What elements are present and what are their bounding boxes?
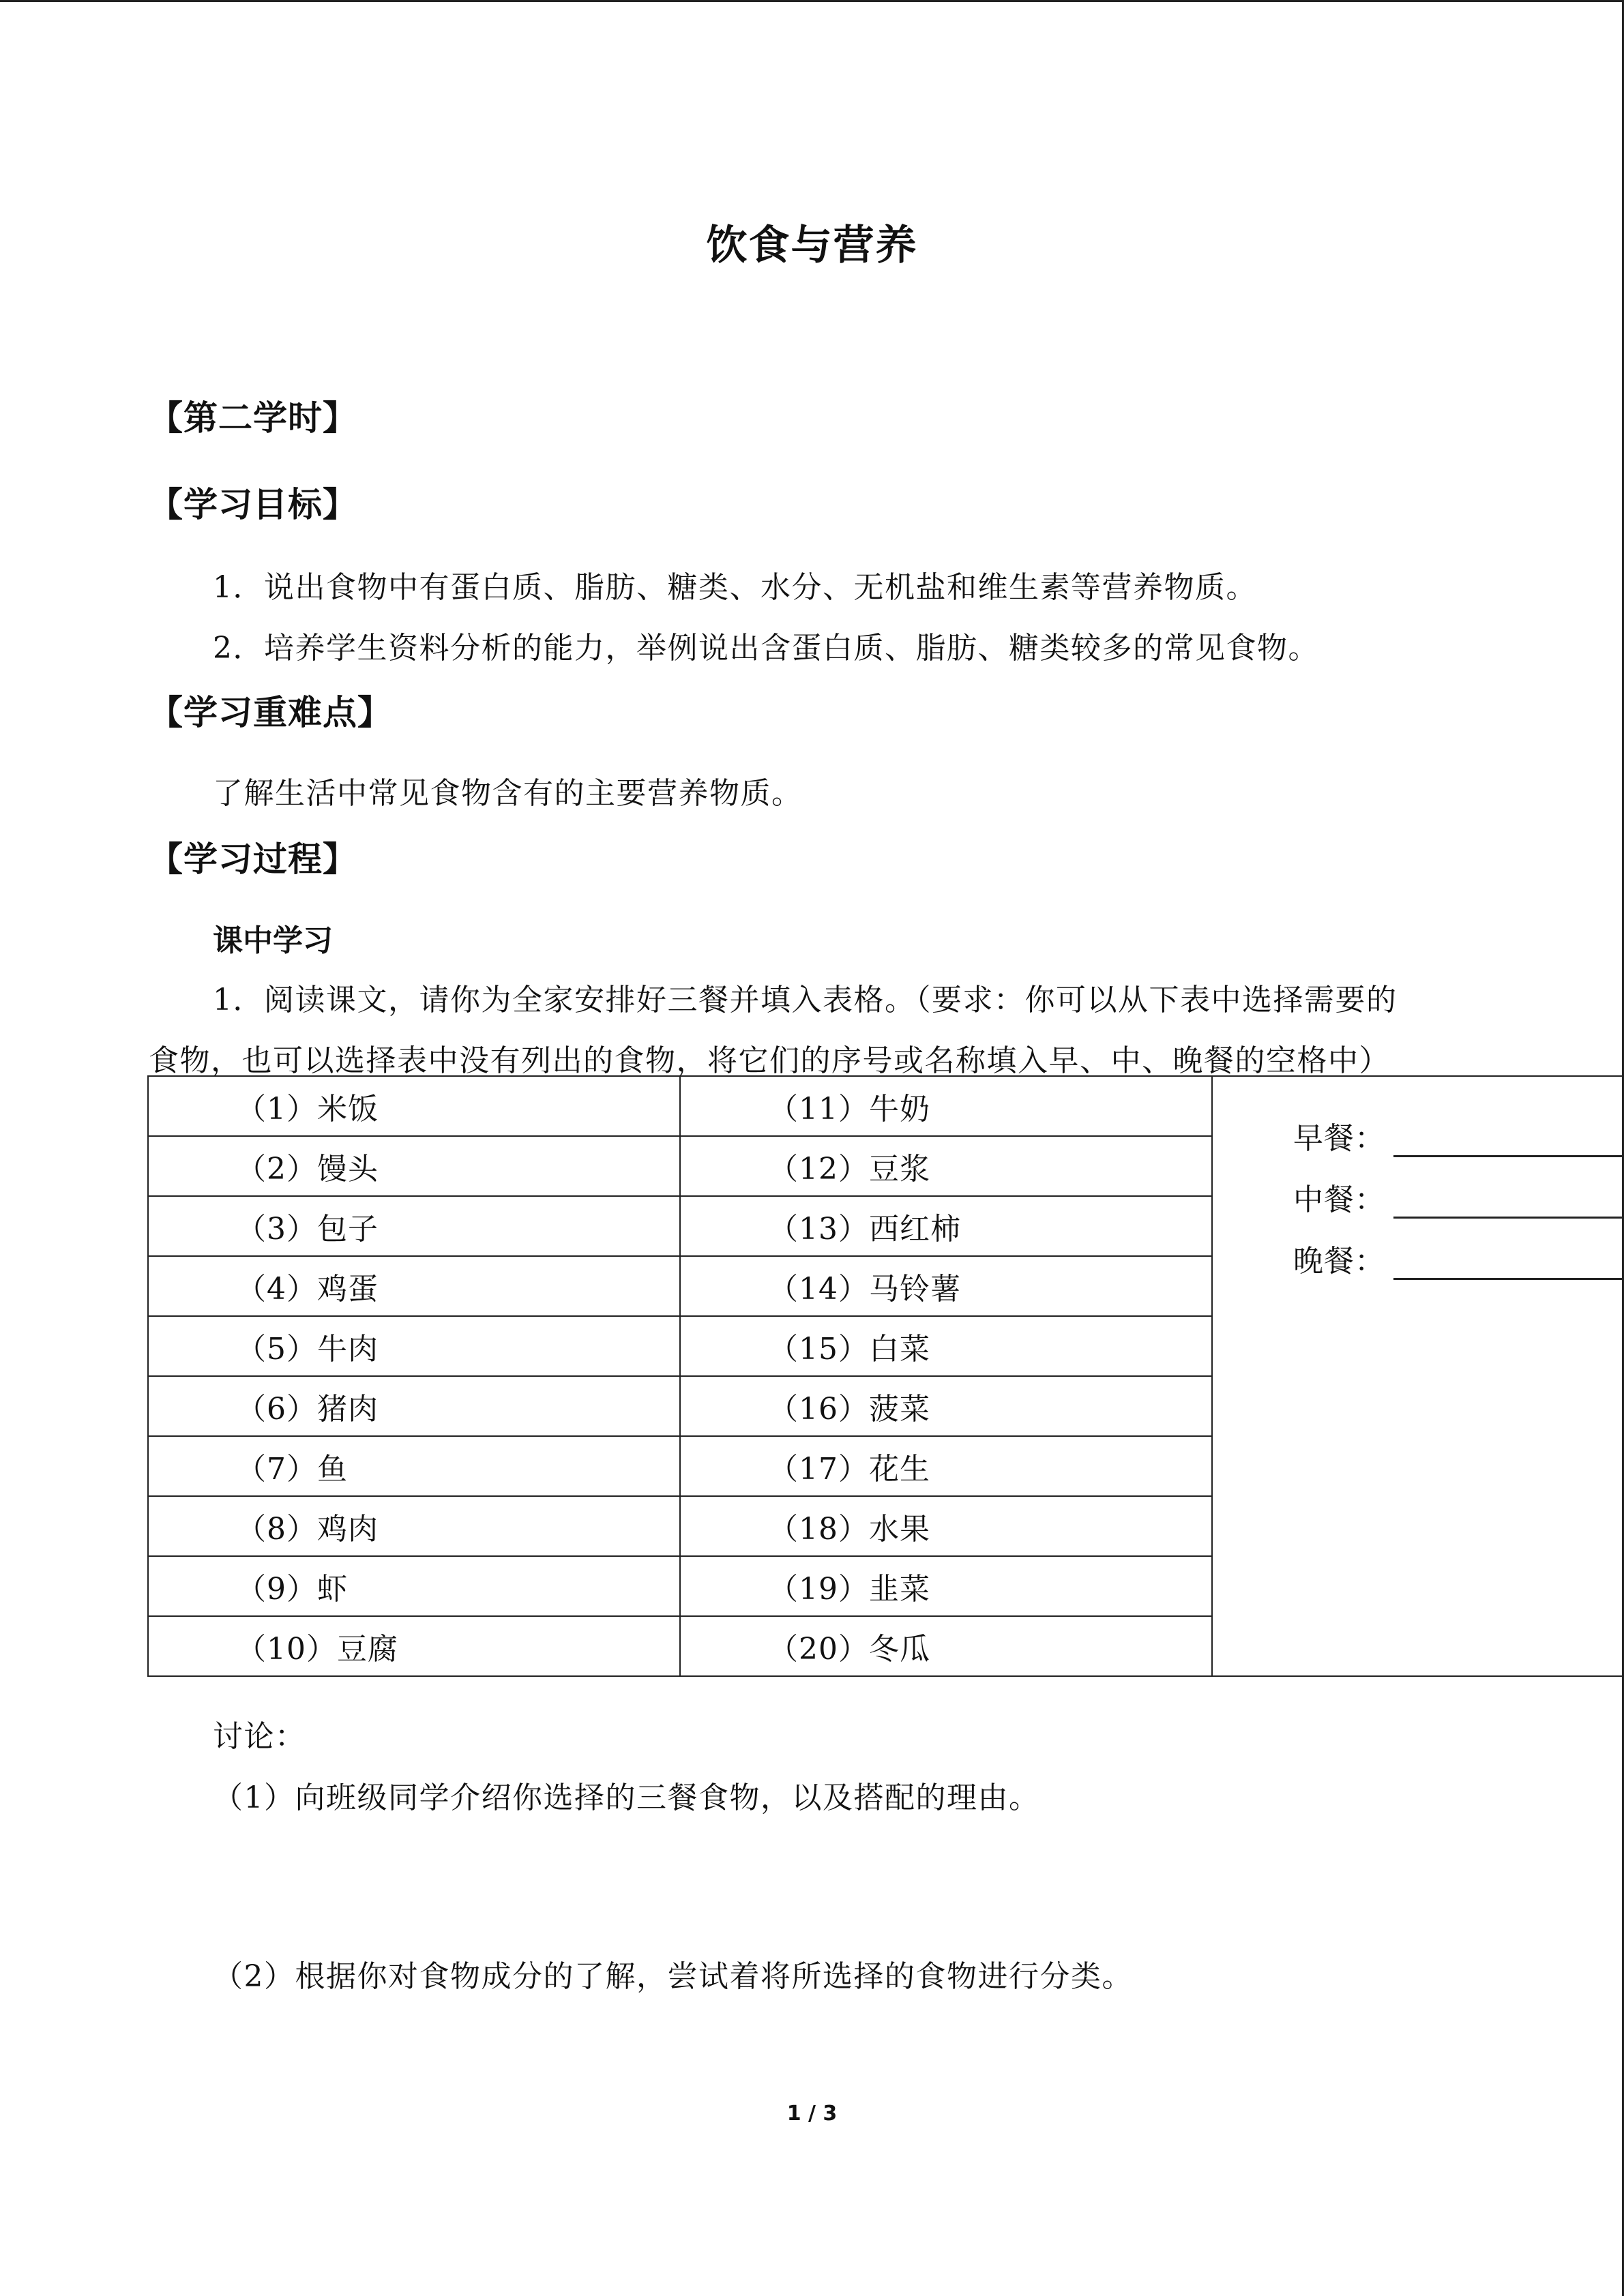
page-top-border [0, 0, 1624, 2]
task1-line2: 食物，也可以选择表中没有列出的食物，将它们的序号或名称填入早、中、晚餐的空格中） [149, 1043, 1390, 1078]
food-cell: （11）牛奶 [680, 1076, 1212, 1136]
breakfast-row [1213, 1096, 1624, 1157]
food-cell: （12）豆浆 [680, 1136, 1212, 1196]
lunch-row [1213, 1157, 1624, 1219]
food-cell: （15）白菜 [680, 1316, 1212, 1376]
food-cell: （10）豆腐 [148, 1616, 680, 1676]
meal-plan-cell [1212, 1076, 1624, 1676]
food-cell: （18）水果 [680, 1496, 1212, 1556]
dinner-label: 晚餐： [1293, 1244, 1385, 1279]
food-cell: （6）猪肉 [148, 1376, 680, 1436]
food-cell: （2）馒头 [148, 1136, 680, 1196]
process-heading: 【学习过程】 [149, 839, 357, 879]
breakfast-blank[interactable] [1393, 1125, 1624, 1157]
discussion-q2: （2）根据你对食物成分的了解，尝试着将所选择的食物进行分类。 [213, 1959, 1133, 1994]
food-cell: （7）鱼 [148, 1436, 680, 1496]
key-points-text: 了解生活中常见食物含有的主要营养物质。 [213, 776, 803, 811]
food-cell: （5）牛肉 [148, 1316, 680, 1376]
objectives-heading: 【学习目标】 [149, 485, 357, 524]
dinner-row [1213, 1219, 1624, 1280]
food-cell: （8）鸡肉 [148, 1496, 680, 1556]
food-cell: （3）包子 [148, 1196, 680, 1256]
lunch-blank[interactable] [1393, 1187, 1624, 1219]
food-cell: （4）鸡蛋 [148, 1256, 680, 1316]
food-cell: （9）虾 [148, 1556, 680, 1616]
task1-line1: 1．阅读课文，请你为全家安排好三餐并填入表格。（要求：你可以从下表中选择需要的 [213, 983, 1398, 1017]
objective-1: 1．说出食物中有蛋白质、脂肪、糖类、水分、无机盐和维生素等营养物质。 [213, 570, 1257, 605]
food-cell: （16）菠菜 [680, 1376, 1212, 1436]
page-number: 1 / 3 [786, 2102, 838, 2126]
food-cell: （14）马铃薯 [680, 1256, 1212, 1316]
lesson-heading: 【第二学时】 [149, 398, 357, 438]
in-class-heading: 课中学习 [213, 923, 333, 958]
food-cell: （1）米饭 [148, 1076, 680, 1136]
food-table [147, 1075, 1624, 1677]
dinner-blank[interactable] [1393, 1248, 1624, 1280]
breakfast-label: 早餐： [1293, 1121, 1385, 1156]
lunch-label: 中餐： [1293, 1182, 1385, 1217]
page-title: 饮食与营养 [706, 222, 918, 269]
food-cell: （19）韭菜 [680, 1556, 1212, 1616]
food-cell: （13）西红柿 [680, 1196, 1212, 1256]
objective-2: 2．培养学生资料分析的能力，举例说出含蛋白质、脂肪、糖类较多的常见食物。 [213, 631, 1319, 666]
discussion-q1: （1）向班级同学介绍你选择的三餐食物，以及搭配的理由。 [213, 1780, 1040, 1815]
discussion-label: 讨论： [213, 1719, 306, 1754]
food-cell: （17）花生 [680, 1436, 1212, 1496]
food-cell: （20）冬瓜 [680, 1616, 1212, 1676]
table-row [148, 1076, 1624, 1136]
key-points-heading: 【学习重难点】 [149, 693, 392, 732]
